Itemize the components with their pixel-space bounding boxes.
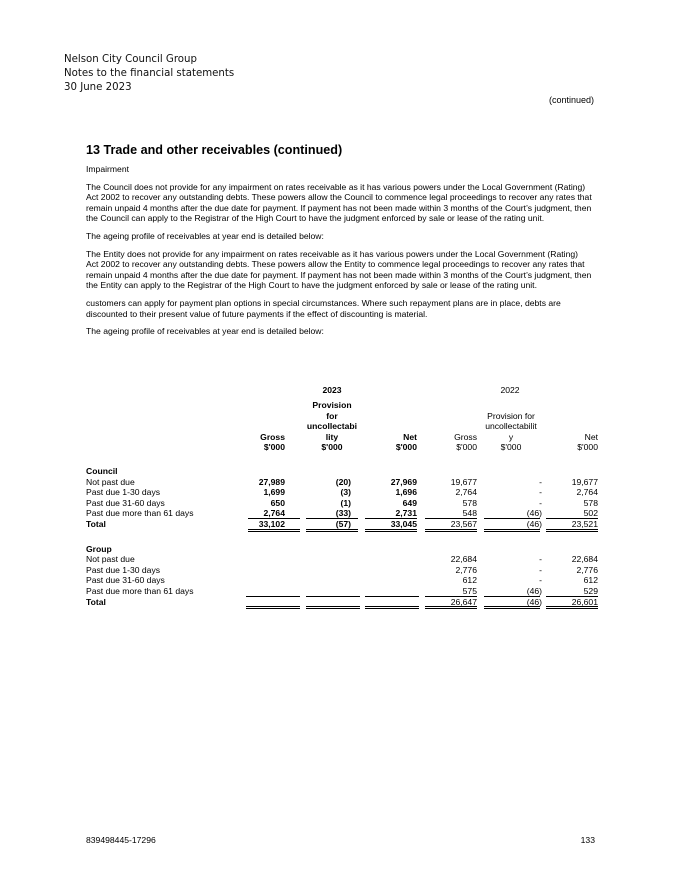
cell: 578 xyxy=(583,497,598,508)
total-rule xyxy=(306,529,358,532)
document-header xyxy=(64,53,234,95)
cell: 33,045 xyxy=(390,518,417,529)
paragraph-ageing-intro: The ageing profile of receivables at year end is detailed below: xyxy=(86,230,324,241)
cell: 548 xyxy=(462,508,477,519)
continued-label: (continued) xyxy=(548,95,594,105)
document-id: 839498445-17296 xyxy=(86,835,156,845)
cell: 2,764 xyxy=(263,508,285,519)
col-header-text: for xyxy=(326,410,338,421)
total-rule xyxy=(546,529,598,532)
cell: 650 xyxy=(270,497,285,508)
cell: 612 xyxy=(583,575,598,586)
subheading: Impairment xyxy=(86,164,129,174)
table-row xyxy=(86,565,598,576)
paragraph-entity-impairment: The Entity does not provide for any impairment on rates receivable as it has various powers under the Local Government (Rating) Act 2002 to recover any outstanding debts. These powers allow the Entity to commence legal proceedings to recover any rates that remain unpaid 4 months after the due date for payment. If payment has not been made within 3 months of the Court’s judgment, then the Entity can apply to the Registrar of the High Court to have the judgment enforced by sale or lease of the rating unit. xyxy=(86,248,592,291)
row-label: Not past due xyxy=(86,476,135,487)
row-label: Total xyxy=(86,596,106,607)
cell: (1) xyxy=(340,497,351,508)
section-title: 13 Trade and other receivables (continued) xyxy=(86,143,343,157)
cell: 26,601 xyxy=(571,596,598,607)
col-header-unit: $'000 xyxy=(395,442,417,453)
cell: 22,684 xyxy=(571,554,598,565)
row-label: Past due more than 61 days xyxy=(86,585,194,596)
cell: (46) xyxy=(526,585,542,596)
col-header-unit: $'000 xyxy=(500,442,522,453)
col-2023-provision xyxy=(302,400,362,453)
col-header-unit: $'000 xyxy=(456,442,477,453)
col-header-text: Gross xyxy=(454,431,477,442)
col-header-unit: $'000 xyxy=(321,442,343,453)
row-label: Past due 1-30 days xyxy=(86,487,161,498)
table-row xyxy=(86,508,598,519)
cell: (46) xyxy=(526,518,542,529)
cell: - xyxy=(539,497,542,508)
row-label: Past due 31-60 days xyxy=(86,575,165,586)
cell: 33,102 xyxy=(258,518,285,529)
col-header-text: uncollectabilit xyxy=(485,421,537,432)
cell: 578 xyxy=(462,497,477,508)
group-heading: Group xyxy=(86,543,112,554)
paragraph-council-impairment: The Council does not provide for any impairment on rates receivable as it has various powers under the Local Government (Rating) Act 2002 to recover any outstanding debts. These powers allow the Council to commence legal proceedings to recover any rates that remain unpaid 4 months after the due date for payment. If payment has not been made within 3 months of the Court’s judgment, then the Council can apply to the Registrar of the High Court to have the judgment enforced by sale or lease of the rating unit. xyxy=(86,181,592,224)
cell: - xyxy=(539,554,542,565)
col-header-unit: $'000 xyxy=(577,442,598,453)
cell: - xyxy=(539,575,542,586)
col-header-text: Provision for xyxy=(487,410,535,421)
cell: 19,677 xyxy=(571,476,598,487)
report-title: Notes to the financial statements xyxy=(64,68,235,79)
total-rule xyxy=(365,529,417,532)
cell: (3) xyxy=(340,487,351,498)
col-header-text: uncollectabi xyxy=(306,421,358,432)
total-rule xyxy=(248,529,300,532)
table-row xyxy=(86,498,598,509)
col-2023-gross xyxy=(260,432,285,453)
cell: 26,647 xyxy=(450,596,477,607)
cell: 22,684 xyxy=(450,554,477,565)
cell: (46) xyxy=(526,508,542,519)
paragraph-ageing-intro-2: The ageing profile of receivables at year end is detailed below: xyxy=(86,326,324,337)
cell: (57) xyxy=(335,518,351,529)
row-label: Past due 1-30 days xyxy=(86,564,161,575)
col-header-text: Net xyxy=(403,431,417,442)
cell: 1,699 xyxy=(263,487,285,498)
table-header xyxy=(86,385,598,453)
col-header-text: lity xyxy=(325,431,339,442)
group-heading-row xyxy=(86,544,598,555)
col-2023-net xyxy=(396,432,417,453)
cell: 19,677 xyxy=(450,476,477,487)
col-header-text: y xyxy=(508,431,514,442)
council-heading-row xyxy=(86,466,598,477)
year-2023-header: 2023 xyxy=(322,385,342,395)
total-row xyxy=(86,597,598,608)
group-heading: Council xyxy=(86,466,118,476)
row-label: Past due 31-60 days xyxy=(86,497,165,508)
cell: - xyxy=(539,476,542,487)
table-row xyxy=(86,575,598,586)
cell: 2,776 xyxy=(576,564,598,575)
cell: 649 xyxy=(402,497,417,508)
cell: 23,567 xyxy=(450,518,477,529)
cell: 502 xyxy=(583,508,598,519)
total-row xyxy=(86,519,598,530)
cell: 2,764 xyxy=(455,487,477,498)
col-2022-net xyxy=(577,432,598,453)
page-number: 133 xyxy=(580,835,595,845)
cell: 27,969 xyxy=(390,476,417,487)
col-2022-gross xyxy=(454,432,477,453)
total-rule xyxy=(484,606,540,609)
cell: 529 xyxy=(583,585,598,596)
total-rule xyxy=(306,606,360,609)
col-header-text: Provision xyxy=(312,400,352,411)
cell: 2,776 xyxy=(455,564,477,575)
col-header-unit: $'000 xyxy=(263,442,285,453)
cell: (33) xyxy=(335,508,351,519)
row-label: Past due more than 61 days xyxy=(86,508,194,519)
cell: - xyxy=(539,487,542,498)
section-body xyxy=(86,164,592,344)
cell: (46) xyxy=(526,596,542,607)
row-label: Not past due xyxy=(86,554,135,565)
total-rule xyxy=(425,529,477,532)
table-row xyxy=(86,554,598,565)
total-rule xyxy=(484,529,540,532)
receivables-table xyxy=(86,385,598,607)
total-rule xyxy=(246,606,300,609)
paragraph-payment-plans: customers can apply for payment plan options in special circumstances. Where such repayment plans are in place, debts are discounted to their present value of future payments if the effect of discounting is material. xyxy=(86,297,561,319)
table-row xyxy=(86,586,598,597)
col-2022-provision xyxy=(478,411,544,453)
table-row xyxy=(86,487,598,498)
cell: 1,696 xyxy=(395,487,417,498)
cell: 23,521 xyxy=(571,518,598,529)
total-rule xyxy=(425,606,477,609)
report-date: 30 June 2023 xyxy=(64,82,132,93)
cell: - xyxy=(539,564,542,575)
cell: (20) xyxy=(335,476,351,487)
col-header-text: Net xyxy=(584,431,598,442)
org-name: Nelson City Council Group xyxy=(64,54,197,65)
year-2022-header: 2022 xyxy=(500,385,520,395)
cell: 2,764 xyxy=(576,487,598,498)
row-label: Total xyxy=(86,518,106,529)
col-header-text: Gross xyxy=(260,431,285,442)
cell: 575 xyxy=(462,585,477,596)
cell: 612 xyxy=(462,575,477,586)
cell: 27,989 xyxy=(258,476,285,487)
cell: 2,731 xyxy=(395,508,417,519)
table-row xyxy=(86,477,598,488)
total-rule xyxy=(546,606,598,609)
total-rule xyxy=(365,606,419,609)
